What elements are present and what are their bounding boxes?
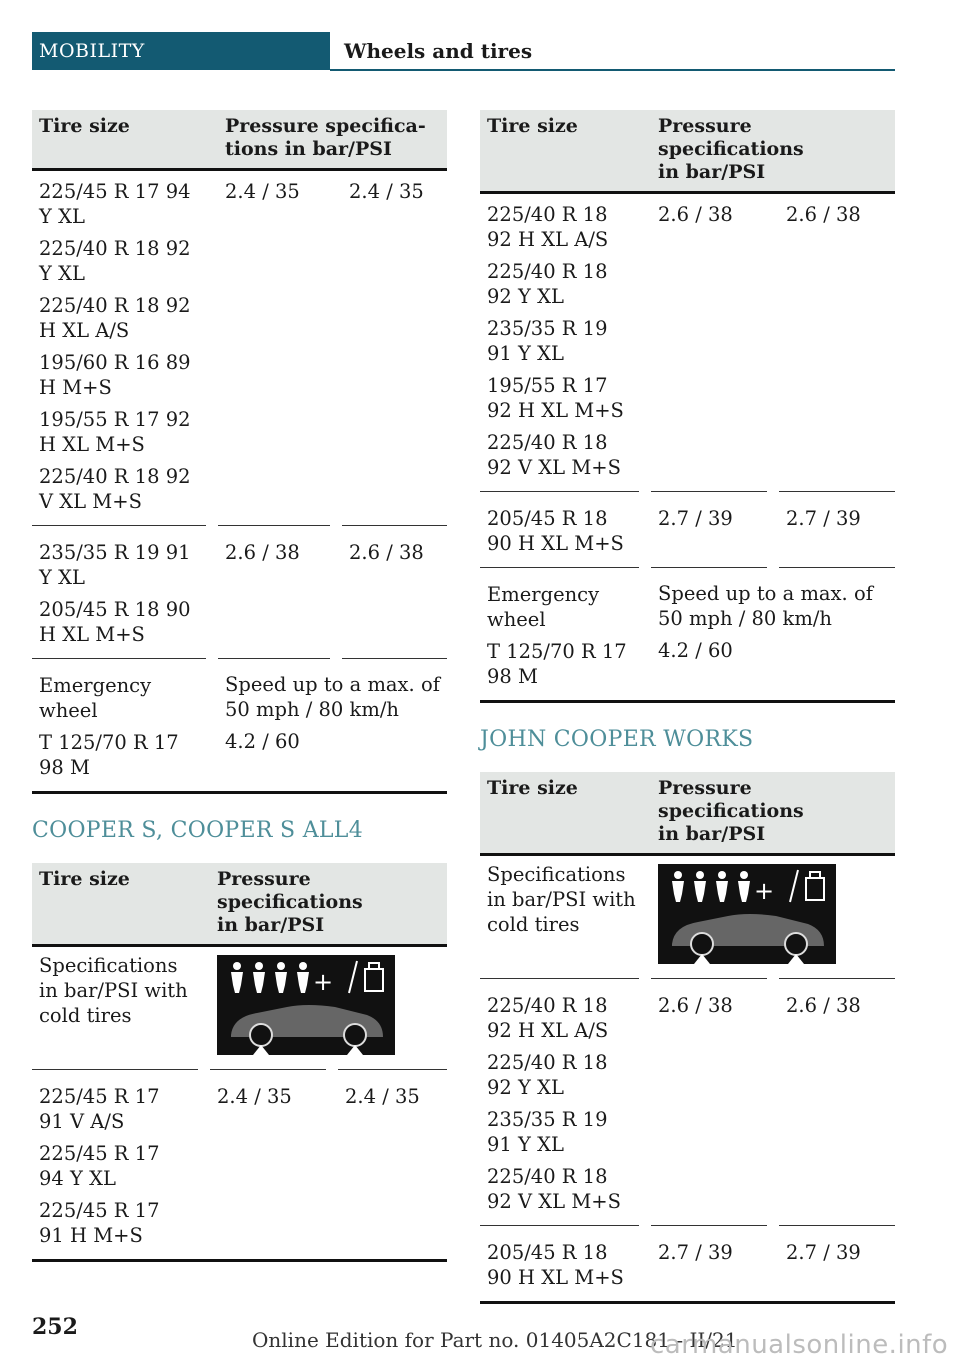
emergency-pressure: 4.2 / 60 [225,730,300,753]
header-tire-size: Tire size [39,868,130,890]
table-header [480,110,895,194]
spec-label: Specifications in bar/PSI with cold tires [39,954,188,1027]
emergency-size: T 125/70 R 17 98 M [39,731,179,779]
table-end-rule [32,791,447,794]
rear-pressure: 2.7 / 39 [779,491,895,567]
load-diagram-icon [217,955,395,1055]
emergency-pressure-cell [651,567,895,700]
emergency-pressure-cell [218,658,447,791]
emergency-speed: Speed up to a max. of 50 mph / 80 km/h [658,582,873,630]
rear-pressure: 2.6 / 38 [786,203,861,226]
front-pressure: 2.4 / 35 [225,180,300,203]
header-pressure: Pressure specifications in bar/PSI [217,868,363,936]
table-header [32,110,447,171]
tire-size: 235/35 R 19 91 Y XL [487,1108,608,1156]
tire-group-row [32,525,447,658]
table-end-rule [480,1301,895,1304]
tire-size: 225/40 R 18 92 H XL A/S [487,994,609,1042]
front-pressure: 2.7 / 39 [651,1225,767,1301]
pressure-table-cooper-s [32,863,447,1262]
tire-size-cell [32,171,206,525]
front-pressure: 2.4 / 35 [210,1069,326,1259]
divider-rear [342,658,447,659]
tire-group-row [480,1225,895,1301]
tire-size: 225/40 R 18 92 Y XL [487,1051,608,1099]
header-pressure: Pressure specifica- tions in bar/PSI [225,115,426,160]
tire-size-cell [32,1069,198,1259]
emergency-label: Emergency wheel [487,583,600,631]
emergency-pressure: 4.2 / 60 [658,639,733,662]
svg-text:+: + [754,877,775,905]
rear-pressure: 2.6 / 38 [342,525,447,658]
divider-front [218,658,330,659]
header-tire-size: Tire size [487,115,578,137]
header-pressure: Pressure specifications in bar/PSI [658,777,804,845]
divider-front [651,567,767,568]
spec-label: Specifications in bar/PSI with cold tires [487,863,636,936]
tire-size: 225/45 R 17 91 V A/S [39,1085,160,1133]
emergency-label: Emergency wheel [39,674,152,722]
header-rule [330,69,895,71]
section-heading-cooper-s: COOPER S, COOPER S ALL4 [32,818,363,843]
tire-size: 195/55 R 17 92 H XL M+S [487,374,624,422]
tire-size: 195/60 R 16 89 H M+S [39,351,191,399]
front-pressure: 2.6 / 38 [651,978,767,1225]
rear-pressure: 2.4 / 35 [338,1069,447,1259]
tire-size: 225/40 R 18 92 V XL M+S [39,465,191,513]
emergency-cell [32,658,206,791]
tire-size: 205/45 R 18 90 H XL M+S [487,507,624,555]
table-header [32,863,447,947]
header-tire-size: Tire size [487,777,578,799]
pressure-table-cooper-s-cont [480,110,895,703]
rear-pressure: 2.6 / 38 [779,978,895,1225]
table-header [480,772,895,856]
table-end-rule [32,1259,447,1262]
page-header [32,32,895,72]
chapter-title: Wheels and tires [344,39,533,63]
front-pressure: 2.6 / 38 [218,525,330,658]
tire-size-cell [480,194,639,491]
svg-text:+: + [313,968,334,996]
tire-size: 225/45 R 17 94 Y XL [39,180,191,228]
tire-size-cell [480,978,639,1225]
rear-pressure: 2.7 / 39 [779,1225,895,1301]
tire-size: 225/40 R 18 92 H XL A/S [39,294,191,342]
spec-row [32,947,447,1069]
tire-size: 225/40 R 18 92 Y XL [39,237,191,285]
tire-size: 205/45 R 18 90 H XL M+S [487,1241,624,1289]
watermark: carmanualsonline.info [650,1330,949,1360]
tire-size: 225/45 R 17 94 Y XL [39,1142,160,1190]
header-pressure: Pressure specifications in bar/PSI [658,115,804,183]
tire-size-cell [480,491,639,567]
header-tire-size: Tire size [39,115,130,137]
front-pressure: 2.6 / 38 [658,203,733,226]
divider-rear [779,567,895,568]
tire-size: 225/40 R 18 92 Y XL [487,260,608,308]
tire-size: 225/45 R 17 91 H M+S [39,1199,160,1247]
left-column [32,110,447,1262]
tire-size: 235/35 R 19 91 Y XL [39,541,191,589]
front-pressure: 2.7 / 39 [651,491,767,567]
emergency-speed: Speed up to a max. of 50 mph / 80 km/h [225,673,440,721]
tire-size: 235/35 R 19 91 Y XL [487,317,608,365]
tire-size: 195/55 R 17 92 H XL M+S [39,408,191,456]
emergency-row [480,567,895,700]
rear-pressure: 2.4 / 35 [349,180,424,203]
tire-group-row [32,171,447,525]
tire-size-cell [480,1225,639,1301]
tire-group-row [32,1069,447,1259]
emergency-size: T 125/70 R 17 98 M [487,640,627,688]
spec-image-cell [210,947,447,1069]
tire-group-row [480,491,895,567]
tire-size: 225/40 R 18 92 H XL A/S [487,203,609,251]
tire-size: 225/40 R 18 92 V XL M+S [487,431,621,479]
emergency-row [32,658,447,791]
pressure-table-jcw [480,772,895,1304]
tire-size-cell [32,525,206,658]
spec-image-cell [651,856,895,978]
tire-size: 225/40 R 18 92 V XL M+S [487,1165,621,1213]
section-heading-jcw: JOHN COOPER WORKS [480,727,754,752]
emergency-cell [480,567,639,700]
right-column [480,110,895,1304]
edition-note: Online Edition for Part no. 01405A2C181 - II/21 [252,1328,738,1352]
tire-size: 205/45 R 18 90 H XL M+S [39,598,191,646]
page-number: 252 [32,1314,78,1340]
load-diagram-icon [658,864,836,964]
pressure-table-cooper [32,110,447,794]
tire-group-row [480,194,895,491]
table-end-rule [480,700,895,703]
spec-row [480,856,895,978]
tire-group-row [480,978,895,1225]
section-tab: MOBILITY [32,32,330,70]
